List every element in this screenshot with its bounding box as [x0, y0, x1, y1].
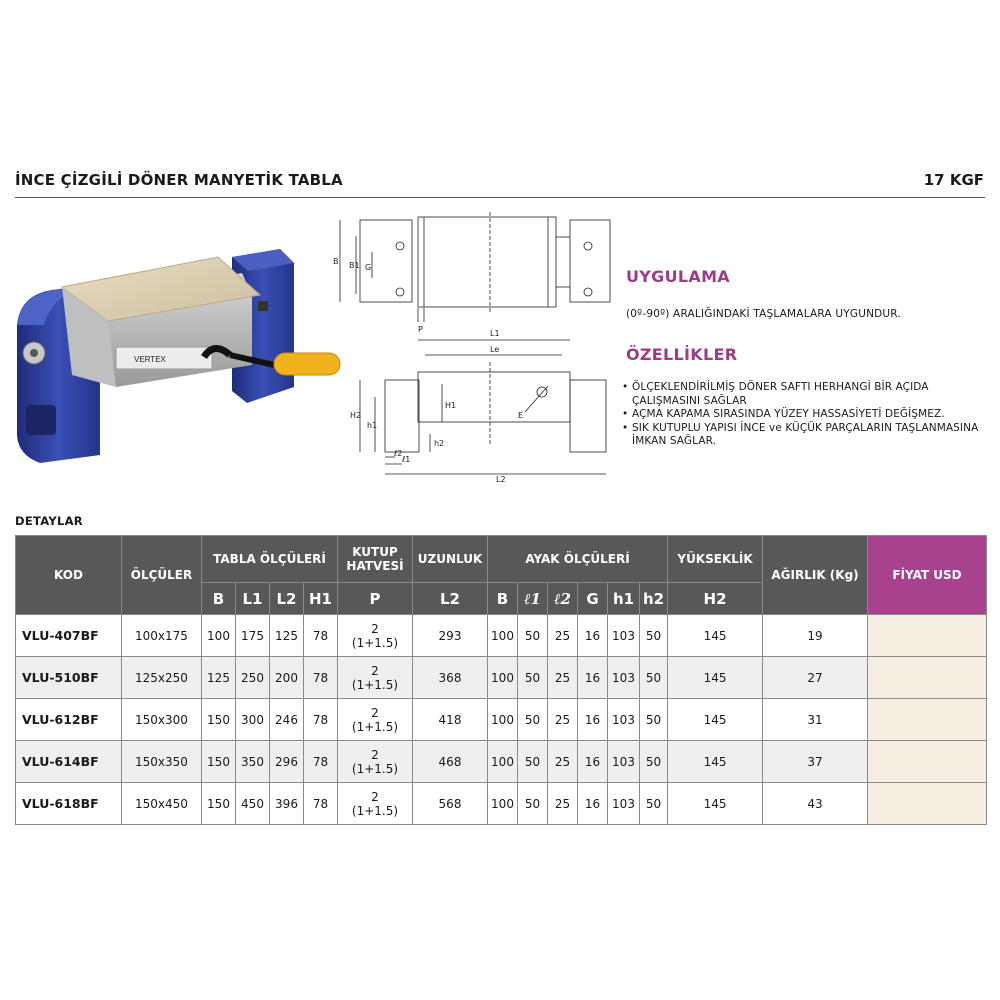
cell-L1: 175	[236, 615, 270, 657]
cell-G: 16	[578, 699, 608, 741]
cell-price	[868, 741, 987, 783]
cell-h2: 50	[640, 699, 668, 741]
svg-text:P: P	[418, 325, 423, 334]
application-text: (0º-90º) ARALIĞINDAKİ TAŞLAMALARA UYGUNDUR.	[626, 308, 901, 320]
svg-text:B: B	[333, 257, 339, 266]
cell-L2: 396	[270, 783, 304, 825]
cell-price	[868, 783, 987, 825]
cell-H1: 78	[304, 699, 338, 741]
cell-foot-B: 100	[488, 657, 518, 699]
cell-kod: VLU-510BF	[16, 657, 122, 699]
cell-H1: 78	[304, 783, 338, 825]
cell-kod: VLU-407BF	[16, 615, 122, 657]
cell-L2: 296	[270, 741, 304, 783]
col-agirlik: AĞIRLIK (Kg)	[763, 536, 868, 615]
cell-l1: 50	[518, 783, 548, 825]
cell-l2: 25	[548, 615, 578, 657]
col-tabla: TABLA ÖLÇÜLERİ	[202, 536, 338, 583]
cell-kod: VLU-618BF	[16, 783, 122, 825]
cell-L2: 246	[270, 699, 304, 741]
sub-l1: ℓ1	[518, 583, 548, 615]
sub-H2: H2	[668, 583, 763, 615]
cell-kg: 37	[763, 741, 868, 783]
cell-price	[868, 657, 987, 699]
details-heading: DETAYLAR	[15, 514, 83, 528]
page-title: İNCE ÇİZGİLİ DÖNER MANYETİK TABLA	[15, 171, 343, 189]
cell-P: 2 (1+1.5)	[338, 699, 413, 741]
cell-kod: VLU-614BF	[16, 741, 122, 783]
sub-foot-B: B	[488, 583, 518, 615]
cell-H1: 78	[304, 741, 338, 783]
col-fiyat: FİYAT USD	[868, 536, 987, 615]
features-heading: ÖZELLİKLER	[626, 345, 738, 364]
application-heading: UYGULAMA	[626, 267, 730, 286]
svg-text:h1: h1	[367, 421, 378, 430]
cell-price	[868, 615, 987, 657]
cell-kod: VLU-612BF	[16, 699, 122, 741]
feature-item: • AÇMA KAPAMA SIRASINDA YÜZEY HASSASİYETİ DEĞİŞMEZ.	[622, 408, 994, 422]
svg-text:G: G	[365, 263, 372, 272]
sub-P: P	[338, 583, 413, 615]
product-photo	[12, 215, 347, 475]
cell-uzunluk: 568	[413, 783, 488, 825]
cell-olcu: 150x450	[122, 783, 202, 825]
table-row	[16, 657, 987, 699]
cell-P: 2 (1+1.5)	[338, 741, 413, 783]
svg-text:ℓ1: ℓ1	[402, 455, 411, 464]
cell-l2: 25	[548, 741, 578, 783]
sub-l2: ℓ2	[548, 583, 578, 615]
cell-foot-B: 100	[488, 615, 518, 657]
cell-kg: 27	[763, 657, 868, 699]
sub-L2: L2	[270, 583, 304, 615]
cell-B: 150	[202, 783, 236, 825]
sub-L2-length: L2	[413, 583, 488, 615]
col-kod: KOD	[16, 536, 122, 615]
cell-B: 100	[202, 615, 236, 657]
svg-text:ℓ2: ℓ2	[394, 449, 403, 458]
spec-table	[15, 535, 987, 825]
cell-H2: 145	[668, 699, 763, 741]
cell-uzunluk: 368	[413, 657, 488, 699]
cell-G: 16	[578, 615, 608, 657]
svg-text:E: E	[518, 411, 524, 420]
title-divider	[15, 197, 985, 198]
col-yukseklik: YÜKSEKLİK	[668, 536, 763, 583]
cell-H2: 145	[668, 615, 763, 657]
sub-G: G	[578, 583, 608, 615]
sub-H1: H1	[304, 583, 338, 615]
holding-force: 17 KGF	[923, 171, 984, 189]
svg-text:H2: H2	[350, 411, 362, 420]
cell-G: 16	[578, 741, 608, 783]
cell-L1: 250	[236, 657, 270, 699]
cell-P: 2 (1+1.5)	[338, 615, 413, 657]
cell-B: 125	[202, 657, 236, 699]
svg-text:Le: Le	[490, 345, 500, 354]
col-uzunluk: UZUNLUK	[413, 536, 488, 583]
sub-h1: h1	[608, 583, 640, 615]
brand-plate: VERTEX	[134, 355, 166, 364]
cell-h1: 103	[608, 699, 640, 741]
cell-kg: 31	[763, 699, 868, 741]
cell-l2: 25	[548, 699, 578, 741]
cell-uzunluk: 418	[413, 699, 488, 741]
svg-text:L2: L2	[496, 475, 506, 484]
features-list	[622, 381, 994, 449]
col-olculer: ÖLÇÜLER	[122, 536, 202, 615]
cell-L1: 450	[236, 783, 270, 825]
table-row	[16, 783, 987, 825]
cell-L2: 200	[270, 657, 304, 699]
cell-l1: 50	[518, 699, 548, 741]
cell-olcu: 150x350	[122, 741, 202, 783]
cell-uzunluk: 293	[413, 615, 488, 657]
svg-text:L1: L1	[490, 329, 500, 338]
cell-h2: 50	[640, 741, 668, 783]
col-ayak: AYAK ÖLÇÜLERİ	[488, 536, 668, 583]
cell-h1: 103	[608, 783, 640, 825]
cell-H1: 78	[304, 615, 338, 657]
cell-P: 2 (1+1.5)	[338, 783, 413, 825]
cell-B: 150	[202, 741, 236, 783]
cell-foot-B: 100	[488, 783, 518, 825]
cell-kg: 19	[763, 615, 868, 657]
svg-text:H1: H1	[445, 401, 457, 410]
cell-l1: 50	[518, 615, 548, 657]
cell-G: 16	[578, 783, 608, 825]
cell-L2: 125	[270, 615, 304, 657]
cell-G: 16	[578, 657, 608, 699]
cell-h1: 103	[608, 615, 640, 657]
table-row	[16, 741, 987, 783]
cell-foot-B: 100	[488, 699, 518, 741]
cell-h2: 50	[640, 615, 668, 657]
cell-kg: 43	[763, 783, 868, 825]
cell-olcu: 125x250	[122, 657, 202, 699]
cell-h1: 103	[608, 657, 640, 699]
cell-P: 2 (1+1.5)	[338, 657, 413, 699]
feature-item: • SIK KUTUPLU YAPISI İNCE ve KÜÇÜK PARÇALARIN TAŞLANMASINA İMKAN SAĞLAR.	[622, 422, 994, 449]
technical-drawing	[330, 212, 620, 492]
cell-l1: 50	[518, 741, 548, 783]
cell-H2: 145	[668, 741, 763, 783]
cell-L1: 300	[236, 699, 270, 741]
cell-H1: 78	[304, 657, 338, 699]
svg-text:h2: h2	[434, 439, 445, 448]
cell-uzunluk: 468	[413, 741, 488, 783]
cell-h1: 103	[608, 741, 640, 783]
cell-h2: 50	[640, 657, 668, 699]
svg-text:B1: B1	[349, 261, 360, 270]
sub-B: B	[202, 583, 236, 615]
cell-olcu: 100x175	[122, 615, 202, 657]
cell-foot-B: 100	[488, 741, 518, 783]
cell-H2: 145	[668, 783, 763, 825]
cell-l2: 25	[548, 783, 578, 825]
cell-B: 150	[202, 699, 236, 741]
table-row	[16, 615, 987, 657]
table-row	[16, 699, 987, 741]
col-kutup: KUTUP HATVESİ	[338, 536, 413, 583]
feature-item: • ÖLÇEKLENDİRİLMİŞ DÖNER SAFTI HERHANGİ BİR AÇIDA ÇALIŞMASINI SAĞLAR	[622, 381, 994, 408]
cell-l2: 25	[548, 657, 578, 699]
cell-h2: 50	[640, 783, 668, 825]
cell-L1: 350	[236, 741, 270, 783]
cell-price	[868, 699, 987, 741]
cell-H2: 145	[668, 657, 763, 699]
sub-L1: L1	[236, 583, 270, 615]
sub-h2: h2	[640, 583, 668, 615]
cell-l1: 50	[518, 657, 548, 699]
cell-olcu: 150x300	[122, 699, 202, 741]
